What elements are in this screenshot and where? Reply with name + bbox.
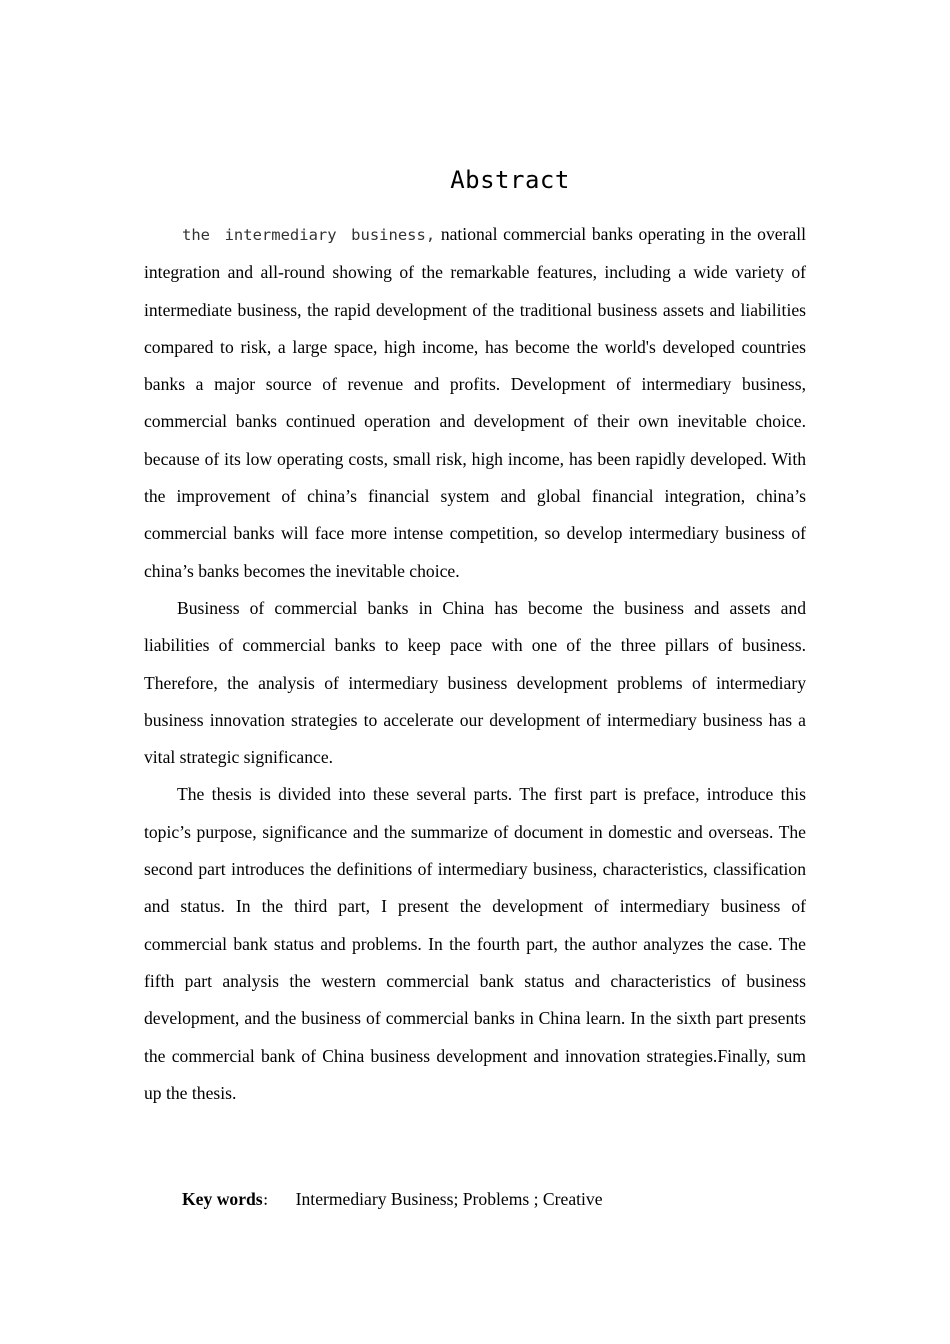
keywords-colon: ：: [262, 1193, 276, 1208]
keywords-line: [182, 1184, 603, 1216]
keywords-label: Key words: [182, 1189, 263, 1209]
abstract-paragraph-2: Business of commercial banks in China has become the business and assets and liabilities of commercial banks to keep pace with one of the three pillars of business. Therefore, the analysis of intermediary business development problems of intermediary business innovation strategies to accelerate our development of intermediary business has a vital strategic significance.: [144, 597, 806, 768]
abstract-paragraph-3: The thesis is divided into these several parts. The first part is preface, introduce this topic’s purpose, significance and the summarize of document in domestic and overseas. The second part introduces the definitions of intermediary business, characteristics, classification and status. In the third part, I present the development of intermediary business of commercial bank status and problems. In the fourth part, the author analyzes the case. The fifth part analysis the western commercial bank status and characteristics of business development, and the business of commercial banks in China learn. In the sixth part presents the commercial bank of China business development and innovation strategies.Finally, sum up the thesis.: [144, 784, 806, 1103]
abstract-title: Abstract: [450, 166, 570, 194]
keywords-value: Intermediary Business; Problems ; Creative: [295, 1189, 603, 1209]
abstract-paragraph-1: [144, 216, 806, 590]
abstract-body: [144, 216, 806, 1112]
abstract-paragraph-1-text: national commercial banks operating in the overall integration and all-round showing of the remarkable features, including a wide variety of intermediate business, the rapid development of the traditional business assets and liabilities compared to risk, a large space, high income, has become the world's developed countries banks a major source of revenue and profits. Development of intermediary business, commercial banks continued operation and development of their own inevitable choice. because of its low operating costs, small risk, high income, has been rapidly developed. With the improvement of china’s financial system and global financial integration, china’s commercial banks will face more intense competition, so develop intermediary business of china’s banks becomes the inevitable choice.: [144, 224, 806, 581]
abstract-lead-phrase: the intermediary business,: [182, 226, 436, 244]
